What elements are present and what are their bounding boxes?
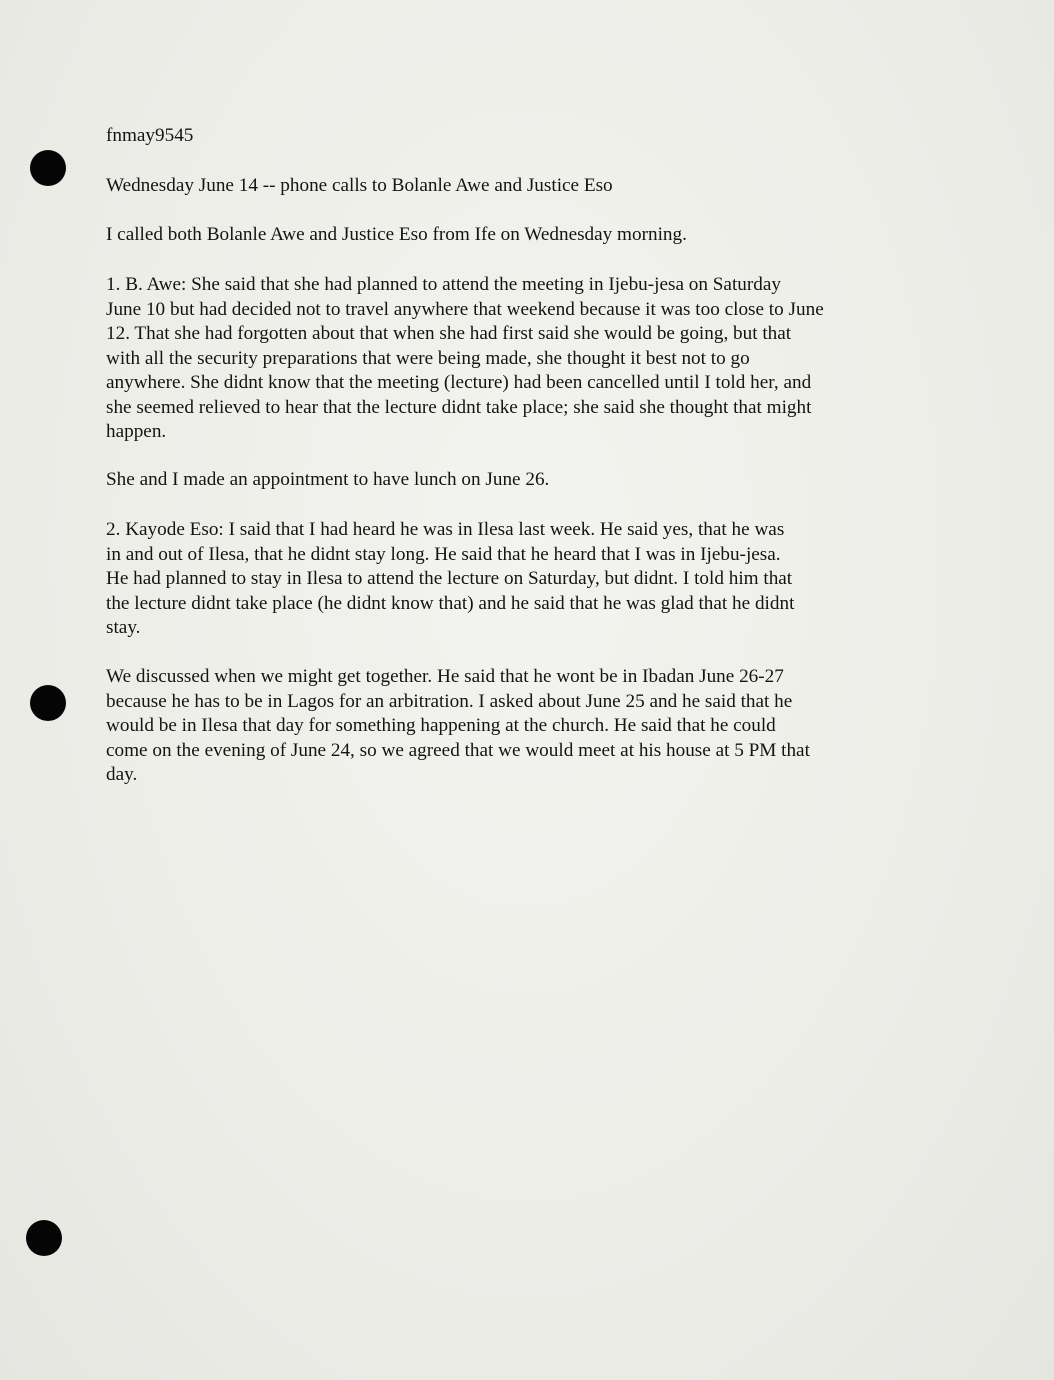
paragraph-line: June 10 but had decided not to travel anywhere that weekend because it was too close to June [106,298,824,320]
paragraph-line: because he has to be in Lagos for an arbitration. I asked about June 25 and he said that he [106,690,793,712]
punch-hole-top [30,150,66,186]
paragraph-awe [106,273,916,445]
paragraph-line: 2. Kayode Eso: I said that I had heard he was in Ilesa last week. He said yes, that he was [106,519,785,540]
paragraph-line: 12. That she had forgotten about that when she had first said she would be going, but that [106,323,792,344]
paragraph-line: stay. [106,617,141,638]
lunch-appointment-paragraph: She and I made an appointment to have lunch on June 26. [106,469,550,490]
paragraph-line: come on the evening of June 24, so we agreed that we would meet at his house at 5 PM that [106,739,810,761]
punch-hole-middle [30,685,66,721]
paragraph-line: happen. [106,421,167,442]
paragraph-line: He had planned to stay in Ilesa to attend the lecture on Saturday, but didnt. I told him that [106,568,793,589]
paragraph-line: the lecture didnt take place (he didnt know that) and he said that he was glad that he didnt [106,592,795,614]
paragraph-line: anywhere. She didnt know that the meeting (lecture) had been cancelled until I told her, and [106,372,812,393]
intro-paragraph: I called both Bolanle Awe and Justice Eso from Ife on Wednesday morning. [106,224,687,245]
document-heading: Wednesday June 14 -- phone calls to Bolanle Awe and Justice Eso [106,175,613,196]
paragraph-line: 1. B. Awe: She said that she had planned to attend the meeting in Ijebu-jesa on Saturday [106,274,781,295]
paragraph-line: with all the security preparations that were being made, she thought it best not to go [106,347,750,369]
paragraph-line: in and out of Ilesa, that he didnt stay long. He said that he heard that I was in Ijebu-jesa. [106,543,781,565]
punch-hole-bottom [26,1220,62,1256]
file-id: fnmay9545 [106,125,194,146]
paragraph-eso [106,518,916,641]
paragraph-meeting-plan [106,665,916,788]
paragraph-line: day. [106,764,138,785]
paragraph-line: she seemed relieved to hear that the lecture didnt take place; she said she thought that might [106,396,812,418]
paragraph-line: We discussed when we might get together. He said that he wont be in Ibadan June 26-27 [106,666,784,687]
paragraph-line: would be in Ilesa that day for something happening at the church. He said that he could [106,715,776,736]
